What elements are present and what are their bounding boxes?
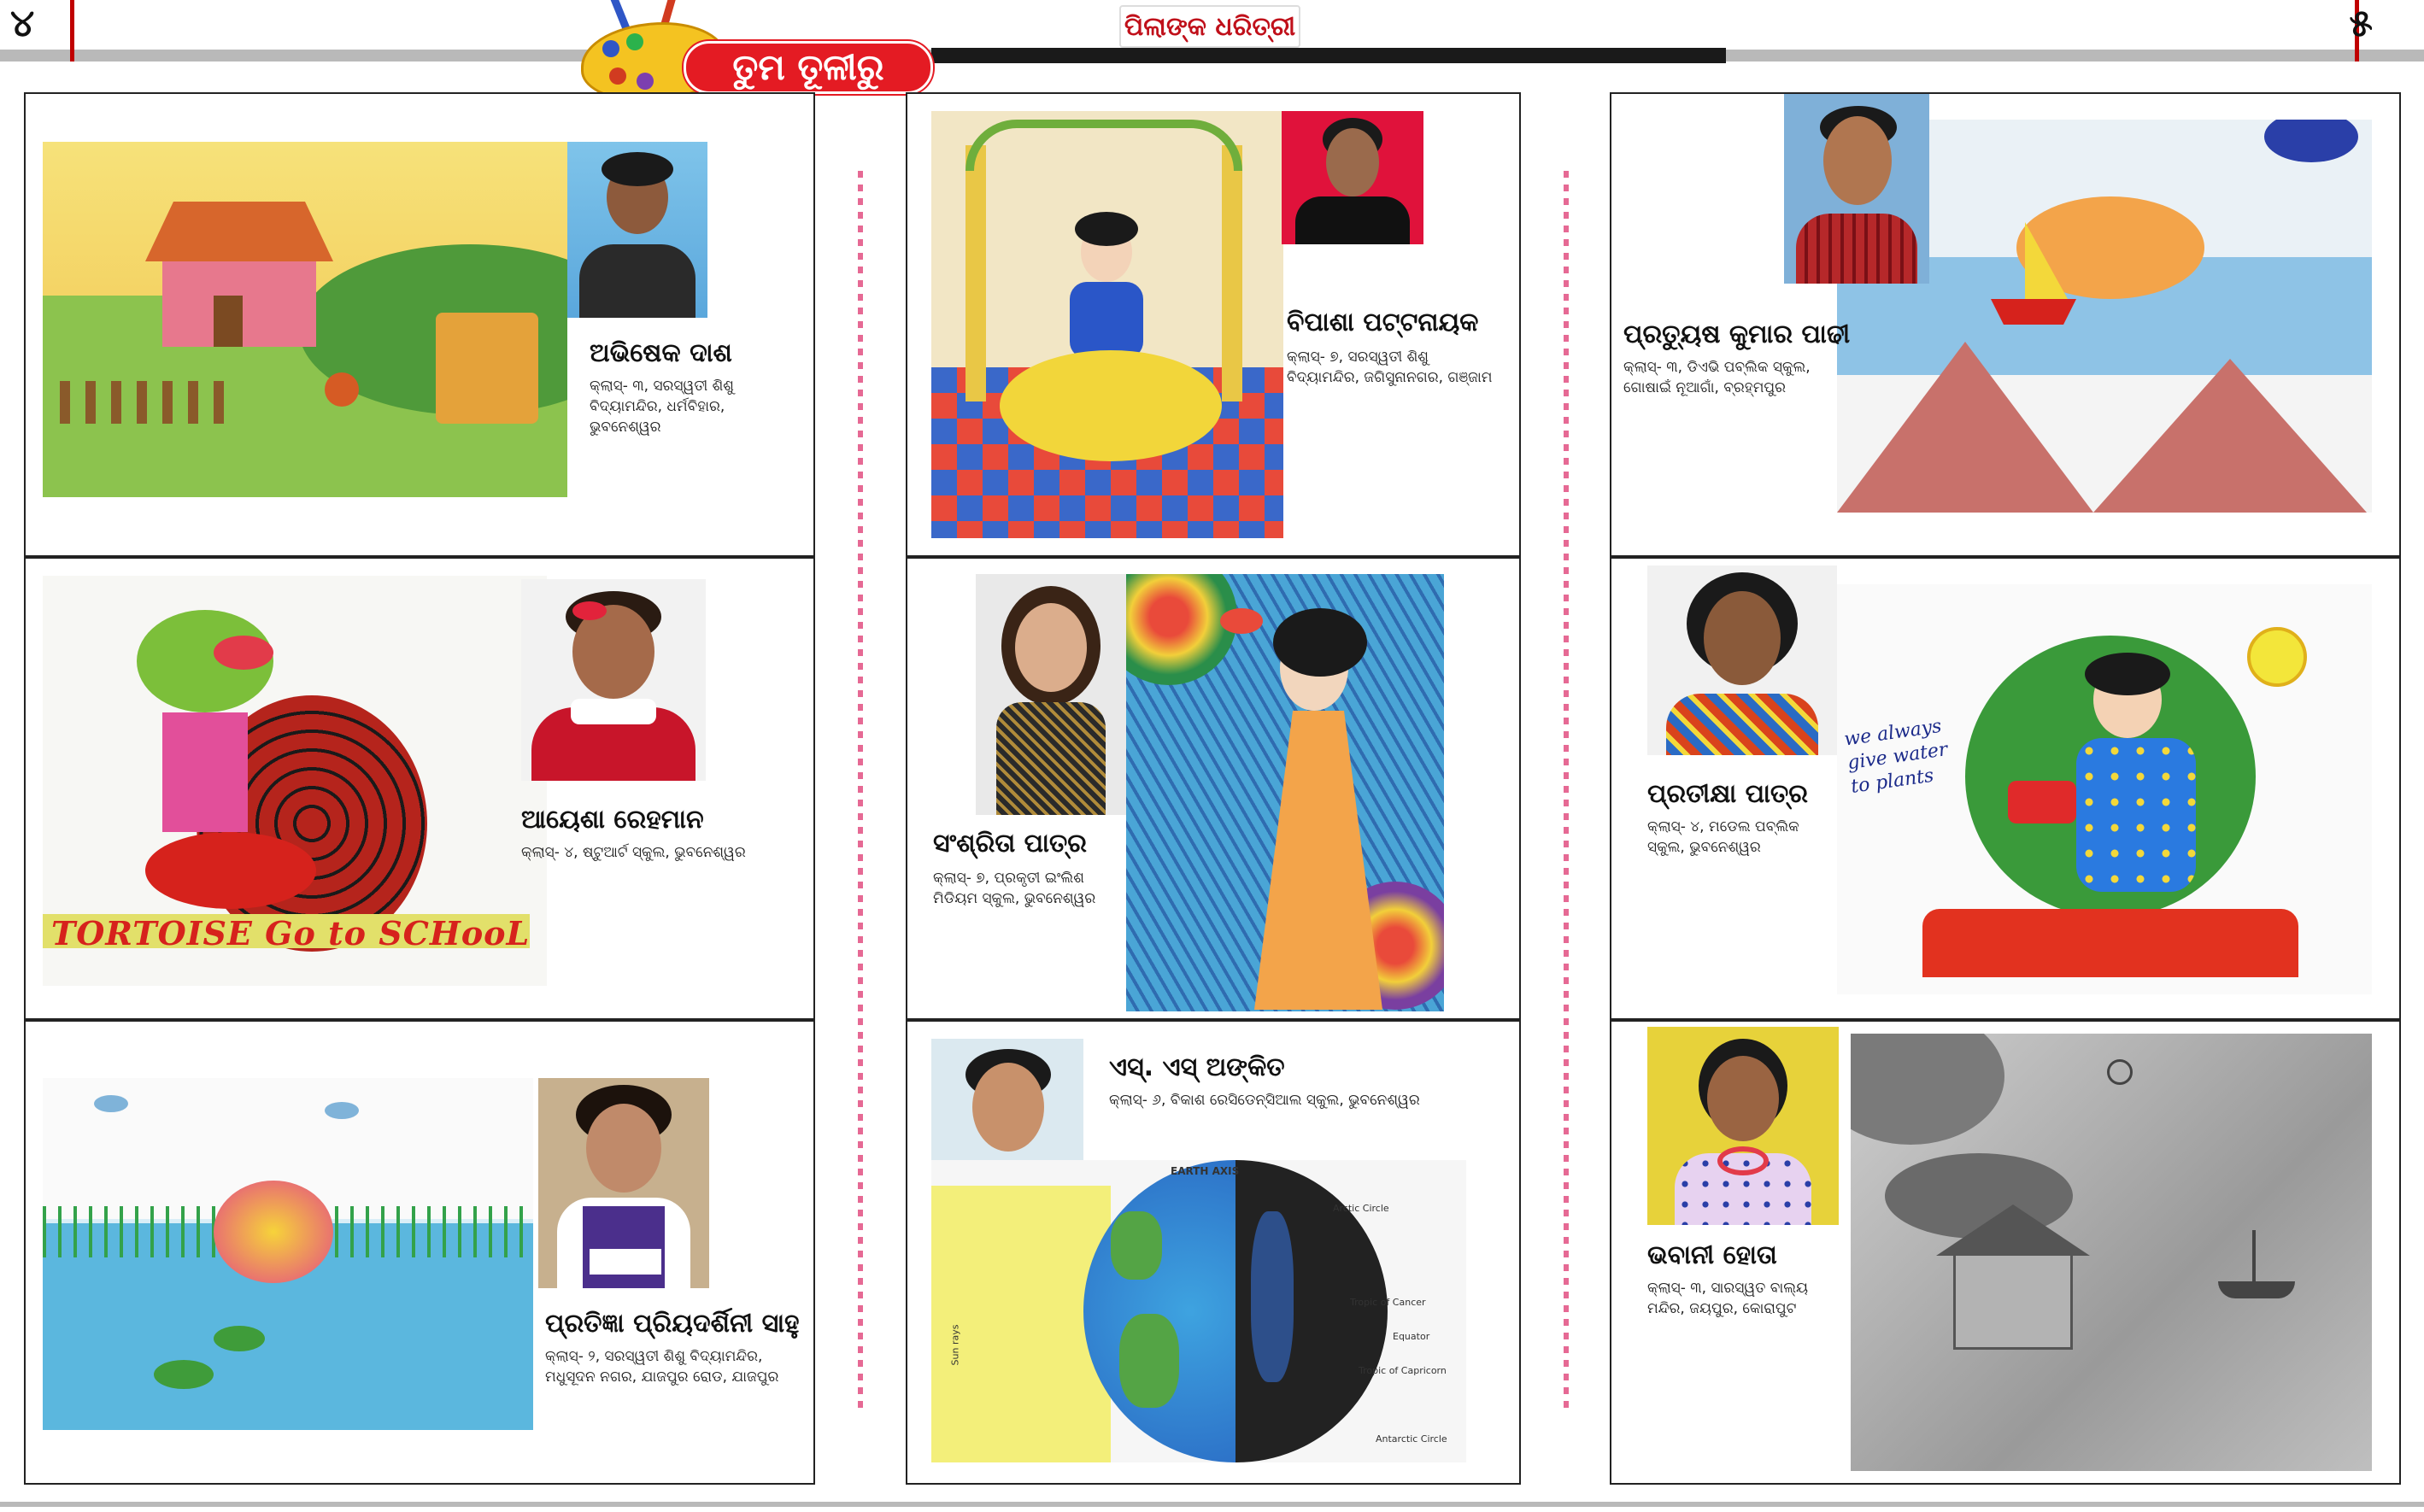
student-name: ବିପାଶା ପଟ୍ଟନାୟକ (1287, 308, 1479, 337)
student-photo (538, 1078, 709, 1288)
supplement-logo: ପିଲାଙ୍କ ଧରିତ୍ରୀ (1119, 5, 1300, 48)
page-number-left: ୪ (10, 2, 35, 45)
student-name: ଆୟେଶା ରେହମାନ (521, 805, 704, 835)
footer-rule (0, 1502, 2424, 1507)
student-info: କ୍ଲାସ୍- ୪, ମଡେଲ ପବ୍ଲିକ ସ୍କୁଲ, ଭୁବନେଶ୍ୱର (1647, 818, 1799, 856)
student-name: ଅଭିଷେକ ଦାଶ (590, 338, 732, 368)
artwork-house-landscape (43, 142, 567, 497)
column-left (24, 92, 815, 1485)
entry-card (1611, 557, 2399, 1020)
diagram-label: Sun rays (949, 1324, 961, 1366)
student-info: କ୍ଲାସ୍- ୩, ସାରସ୍ୱତ ବାଲ୍ୟ ମନ୍ଦିର, ଜୟପୁର, କୋରାପୁଟ (1647, 1280, 1809, 1317)
header-black-band (931, 48, 1726, 63)
diagram-label: EARTH AXIS (1171, 1165, 1240, 1177)
entry-card (907, 557, 1519, 1020)
student-info: କ୍ଲାସ୍- ୭, ପ୍ରକୃତୀ ଇଂଲିଶ ମିଡିୟମ ସ୍କୁଲ, ଭୁବନେଶ୍ୱର (933, 870, 1096, 907)
student-name: ପ୍ରତିଜ୍ଞା ପ୍ରିୟଦର୍ଶିନୀ ସାହୁ (545, 1309, 800, 1339)
entry-card (26, 94, 813, 557)
diagram-label: Antarctic Circle (1376, 1433, 1447, 1445)
student-name: ସଂଶ୍ରିତା ପାତ୍ର (933, 829, 1088, 859)
diagram-label: Tropic of Capricorn (1359, 1365, 1447, 1376)
student-name: ପ୍ରତୀକ୍ଷା ପାତ୍ର (1647, 779, 1809, 809)
student-name: ପ୍ରତ୍ୟୁଷ କୁମାର ପାଢୀ (1623, 319, 1851, 349)
student-photo (567, 142, 707, 318)
column-middle (906, 92, 1521, 1485)
page-mark-left (70, 0, 74, 62)
artwork-tortoise (43, 576, 547, 986)
student-photo (1647, 566, 1837, 755)
student-info: କ୍ଲାସ୍- ୨, ସରସ୍ୱତୀ ଶିଶୁ ବିଦ୍ୟାମନ୍ଦିର, ମଧୁସୂଦନ ନଗର, ଯାଜପୁର ରୋଡ, ଯାଜପୁର (545, 1348, 779, 1386)
student-photo (1282, 111, 1423, 244)
entry-card (907, 94, 1519, 557)
page-number-right: ୫ (2349, 2, 2373, 45)
diagram-label: Arctic Circle (1333, 1203, 1389, 1214)
student-photo (1647, 1027, 1839, 1225)
entry-card (907, 1020, 1519, 1483)
column-divider (858, 171, 863, 1409)
student-photo (976, 574, 1126, 815)
student-info: କ୍ଲାସ୍- ୩, ସରସ୍ୱତୀ ଶିଶୁ ବିଦ୍ୟାମନ୍ଦିର, ଧର୍ମବିହାର, ଭୁବନେଶ୍ୱର (590, 378, 734, 436)
student-name: ଭବାନୀ ହୋତା (1647, 1240, 1777, 1270)
section-title-badge (581, 0, 940, 101)
entry-card (1611, 1020, 2399, 1483)
artwork-pencil-village (1851, 1034, 2372, 1471)
student-info: କ୍ଲାସ୍- ୩, ଡିଏଭି ପବ୍ଲିକ ସ୍କୁଲ, ଗୋଷାଇଁ ନୂଆଗାଁ, ବ୍ରହ୍ମପୁର (1623, 359, 1811, 396)
student-info: କ୍ଲାସ୍- ୬, ବିକାଶ ରେସିଡେନ୍ସିଆଲ ସ୍କୁଲ, ଭୁବନେଶ୍ୱର (1109, 1092, 1420, 1109)
column-right (1610, 92, 2401, 1485)
artwork-earth-axis (931, 1160, 1466, 1462)
artwork-snow-white (931, 111, 1283, 538)
student-info: କ୍ଲାସ୍- ୭, ସରସ୍ୱତୀ ଶିଶୁ ବିଦ୍ୟାମନ୍ଦିର, ଜଗିସୁନାନଗର, ଗଞ୍ଜାମ (1287, 349, 1493, 386)
entry-card (1611, 94, 2399, 557)
artwork-woman-with-lamp (1126, 574, 1444, 1011)
diagram-label: Equator (1393, 1331, 1430, 1342)
section-title: ତୁମ ତୂଳୀରୁ (684, 41, 933, 94)
entry-card (26, 557, 813, 1020)
artwork-girl-watering-plants (1837, 584, 2372, 994)
column-divider (1564, 171, 1569, 1409)
student-photo (1784, 94, 1929, 284)
diagram-label: Tropic of Cancer (1350, 1297, 1426, 1308)
student-name: ଏସ୍. ଏସ୍ ଅଙ୍କିତ (1109, 1052, 1285, 1082)
student-info: କ୍ଲାସ୍- ୪, ଷ୍ଟୁଆର୍ଟ ସ୍କୁଲ, ଭୁବନେଶ୍ୱର (521, 844, 746, 861)
artwork-caption: we always give water to plants (1842, 715, 1949, 798)
artwork-caption: TORTOISE Go to SCHooL (51, 914, 531, 952)
entry-card (26, 1020, 813, 1483)
artwork-lotus-pond (43, 1078, 533, 1430)
student-photo (521, 579, 706, 781)
